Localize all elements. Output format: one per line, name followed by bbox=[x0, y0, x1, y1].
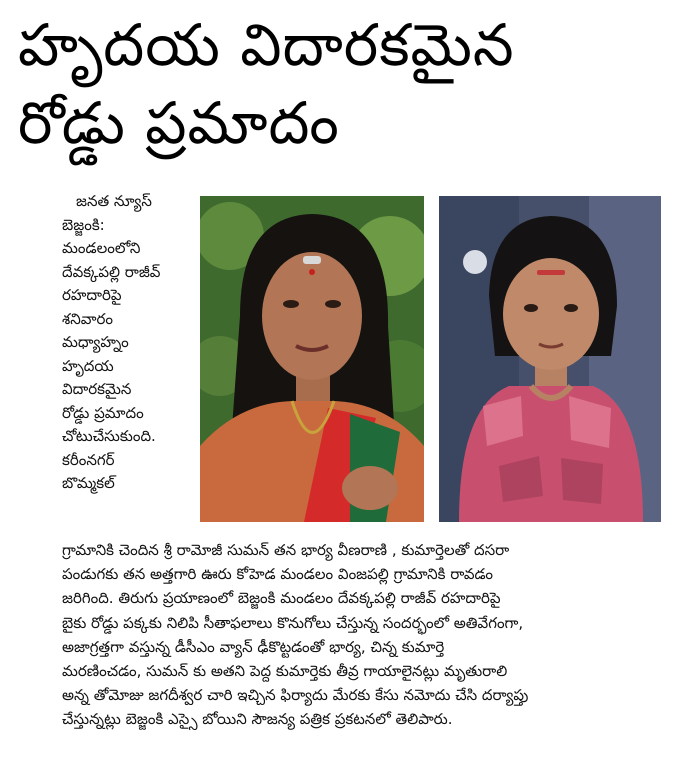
woman-portrait-image bbox=[200, 196, 424, 522]
article-line: విదారకమైన bbox=[62, 380, 132, 398]
article-line: అన్న తోమోజు జగదీశ్వర చారి ఇచ్చిన ఫిర్యాదు మేరకు కేసు నమోదు చేసి దర్యాప్తు bbox=[62, 686, 529, 705]
article-line: కరీంనగర్ bbox=[62, 450, 115, 469]
article-body bbox=[62, 538, 694, 732]
girl-photo bbox=[439, 196, 661, 522]
article-line: గ్రామానికి చెందిన శ్రీ రామోజీ సుమన్ తన భార్య వీణరాణి , కుమార్తెలతో దసరా bbox=[62, 541, 510, 559]
headline bbox=[18, 6, 683, 162]
article-line: మరణించడం, సుమన్ కు అతని పెద్ద కుమార్తెకు తీవ్ర గాయాలైనట్లు మృతురాలి bbox=[62, 662, 508, 681]
article-line: రహదారిపై bbox=[62, 286, 122, 304]
article-line: జరిగింది. తిరుగు ప్రయాణంలో బెజ్జంకి మండలం దేవక్కపల్లి రాజీవ్ రహదారిపై bbox=[62, 589, 501, 608]
girl-portrait-image bbox=[439, 196, 661, 522]
article-line: పండుగకు తన అత్తగారి ఊరు కోహెడ మండలం వింజపల్లి గ్రామానికి రావడం bbox=[62, 565, 493, 584]
article-line: మధ్యాహ్నం bbox=[62, 333, 129, 351]
article-line: అజాగ్రత్తగా వస్తున్న డీసీఎం వ్యాన్ ఢీకొట్టడంతో భార్య, చిన్న కుమార్తె bbox=[62, 637, 445, 656]
article-line: హృదయ bbox=[62, 356, 114, 375]
article-line: దేవక్కపల్లి రాజీవ్ bbox=[62, 262, 161, 281]
article-line: బైకు రోడ్డు పక్కకు నిలిపి సీతాఫలాలు కొనుగోలు చేస్తున్న సందర్భంలో అతివేగంగా, bbox=[62, 613, 524, 632]
article-line: శనివారం bbox=[62, 309, 114, 328]
article-line: రోడ్డు ప్రమాదం bbox=[62, 403, 144, 422]
article-line: చోటుచేసుకుంది. bbox=[62, 427, 156, 445]
headline-line-2: రోడ్డు ప్రమాదం bbox=[18, 89, 340, 157]
article-intro-column bbox=[62, 190, 198, 496]
article-line: మండలంలోని bbox=[62, 239, 141, 257]
article-line: బెజ్జంకి: bbox=[62, 215, 105, 234]
headline-line-1: హృదయ విదారకమైన bbox=[18, 11, 515, 79]
dateline: జనత న్యూస్ bbox=[76, 192, 152, 210]
article-line: చేస్తున్నట్లు బెజ్జంకి ఎస్సై బోయిని సౌజన్య పత్రిక ప్రకటనలో తెలిపారు. bbox=[62, 710, 453, 729]
woman-photo bbox=[200, 196, 424, 522]
article-line: బొమ్మకల్ bbox=[62, 474, 115, 492]
